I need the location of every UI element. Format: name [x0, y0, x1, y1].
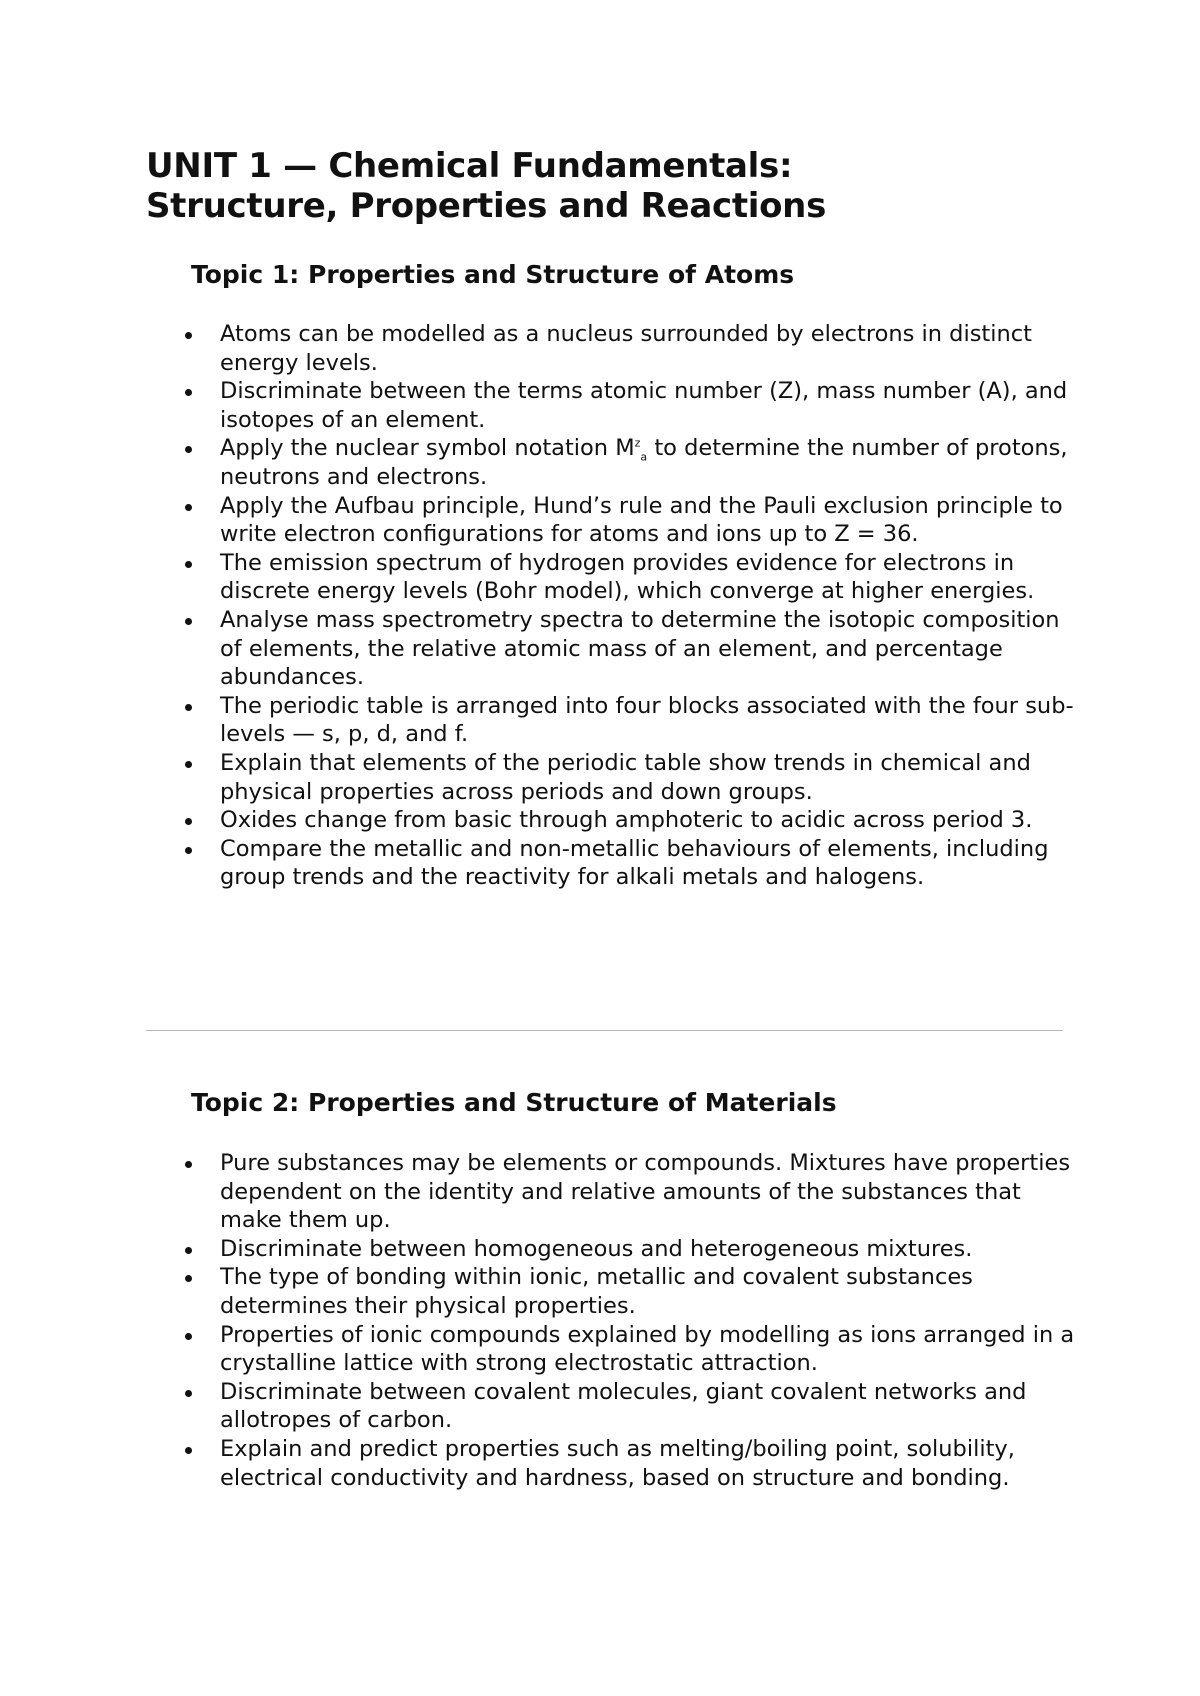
topic-1-item-text: Discriminate between the terms atomic number (Z), mass number (A), and isotopes of an element.: [220, 378, 1068, 433]
topic-1-heading: Topic 1: Properties and Structure of Atoms: [191, 260, 795, 289]
topic-2-item: [176, 1378, 1076, 1435]
topic-1-item-text: The emission spectrum of hydrogen provides evidence for electrons in discrete energy levels (Bohr model), which converge at higher energies.: [220, 549, 1035, 605]
bullet-icon: [185, 1390, 192, 1397]
bullet-icon: [185, 704, 192, 711]
bullet-icon: [185, 446, 192, 453]
topic-1-item: [176, 806, 1076, 835]
topic-1-item: [176, 692, 1076, 749]
bullet-icon: [185, 618, 192, 625]
topic-2-item: [176, 1435, 1076, 1492]
topic-1-item-text: Explain that elements of the periodic table show trends in chemical and physical properties across periods and down groups.: [220, 749, 1031, 805]
bullet-icon: [185, 1333, 192, 1340]
bullet-icon: [185, 332, 192, 339]
topic-1-item: [176, 835, 1076, 892]
topic-2-item: [176, 1321, 1076, 1378]
unit-title-line-1: UNIT 1 — Chemical Fundamentals:: [146, 146, 793, 186]
topic-1-item-text: The periodic table is arranged into four blocks associated with the four sub-levels — s, p, d, and f.: [220, 692, 1074, 748]
bullet-icon: [185, 847, 192, 854]
nuclear-notation-text: Apply the nuclear symbol notation M: [220, 435, 635, 462]
nuclear-notation-rest: to determine the number of protons, neutrons and electrons.: [220, 435, 1068, 490]
bullet-icon: [185, 1447, 192, 1454]
topic-1-item: [176, 749, 1076, 806]
topic-2-item: [176, 1149, 1076, 1235]
topic-1-item-text: Atoms can be modelled as a nucleus surrounded by electrons in distinct energy levels.: [220, 321, 1032, 376]
nuclear-notation-subscript: a: [640, 450, 648, 464]
topic-1-item-text: Compare the metallic and non-metallic behaviours of elements, including group trends and the reactivity for alkali metals and halogens.: [220, 835, 1049, 891]
topic-1-item-text: [220, 435, 1068, 490]
topic-2-item-text: Pure substances may be elements or compounds. Mixtures have properties dependent on the identity and relative amounts of the substances that make them up.: [220, 1150, 1071, 1234]
topic-2-item-text: Explain and predict properties such as melting/boiling point, solubility, electrical conductivity and hardness, based on structure and bonding.: [220, 1435, 1015, 1491]
nuclear-notation-superscript: z: [634, 436, 641, 450]
unit-title-line-2: Structure, Properties and Reactions: [146, 186, 827, 226]
topic-1-item: [176, 434, 1076, 491]
topic-2-item-text: The type of bonding within ionic, metallic and covalent substances determines their physical properties.: [220, 1264, 973, 1319]
topic-1-item: [176, 320, 1076, 377]
topic-1-item: [176, 606, 1076, 692]
bullet-icon: [185, 818, 192, 825]
topic-1-item-text: Oxides change from basic through amphoteric to acidic across period 3.: [220, 807, 1033, 834]
section-divider: [146, 1030, 1063, 1031]
bullet-icon: [185, 761, 192, 768]
bullet-icon: [185, 389, 192, 396]
topic-2-item-text: Discriminate between homogeneous and heterogeneous mixtures.: [220, 1235, 973, 1262]
topic-2-item-text: Discriminate between covalent molecules, giant covalent networks and allotropes of carbon.: [220, 1378, 1027, 1434]
unit-title: [146, 146, 1076, 226]
topic-2-item: [176, 1235, 1076, 1264]
topic-2-item: [176, 1263, 1076, 1320]
topic-1-list: [176, 320, 1076, 892]
bullet-icon: [185, 1161, 192, 1168]
topic-1-item-text: Analyse mass spectrometry spectra to determine the isotopic composition of elements, the relative atomic mass of an element, and percentage abundances.: [220, 606, 1060, 691]
bullet-icon: [185, 1275, 192, 1282]
topic-1-item-text: Apply the Aufbau principle, Hund’s rule and the Pauli exclusion principle to write electron configurations for atoms and ions up to Z = 36.: [220, 492, 1063, 548]
bullet-icon: [185, 504, 192, 511]
topic-1-item: [176, 492, 1076, 549]
topic-2-heading: Topic 2: Properties and Structure of Materials: [191, 1088, 837, 1117]
bullet-icon: [185, 1247, 192, 1254]
topic-2-item-text: Properties of ionic compounds explained by modelling as ions arranged in a crystalline lattice with strong electrostatic attraction.: [220, 1321, 1075, 1377]
topic-2-list: [176, 1149, 1076, 1492]
topic-1-item: [176, 377, 1076, 434]
bullet-icon: [185, 561, 192, 568]
topic-1-item: [176, 549, 1076, 606]
